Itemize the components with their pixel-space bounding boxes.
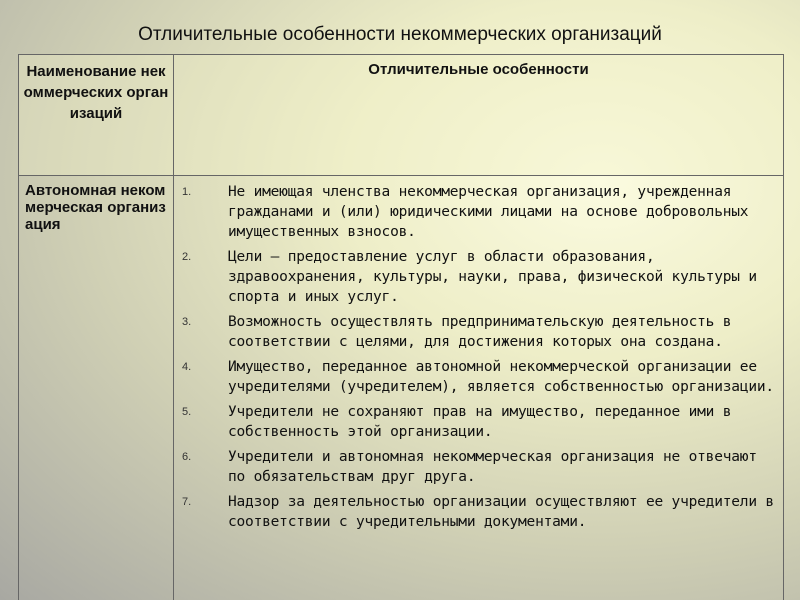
list-item	[182, 182, 775, 242]
header-name-label: Наименование некоммерческих организаций	[23, 63, 169, 122]
item-text: Надзор за деятельностью организации осуществляют ее учредители в соответствии с учредительными документами.	[228, 494, 774, 530]
features-list	[174, 176, 783, 532]
item-number: 2.	[182, 251, 192, 263]
item-number: 7.	[182, 496, 192, 508]
org-name-cell	[19, 176, 174, 600]
list-item	[182, 447, 775, 487]
list-item	[182, 312, 775, 352]
item-text: Цели – предоставление услуг в области образования, здравоохранения, культуры, науки, права, физической культуры и спорта и иных услуг.	[228, 249, 757, 305]
features-cell	[174, 176, 784, 600]
list-item	[182, 357, 775, 397]
table-header-row	[19, 55, 784, 176]
table-row	[19, 176, 784, 600]
list-item	[182, 492, 775, 532]
item-text: Учредители не сохраняют прав на имущество, переданное ими в собственность этой организации.	[228, 404, 732, 440]
item-text: Не имеющая членства некоммерческая организация, учрежденная гражданами и (или) юридическими лицами на основе добровольных имущественных взносов.	[228, 184, 749, 240]
features-table	[18, 54, 784, 600]
list-item	[182, 402, 775, 442]
item-number: 5.	[182, 406, 192, 418]
item-text: Учредители и автономная некоммерческая организация не отвечают по обязательствам друг друга.	[228, 449, 757, 485]
item-number: 4.	[182, 361, 192, 373]
header-features-label: Отличительные особенности	[368, 61, 589, 78]
header-features-cell	[174, 55, 784, 176]
header-name-cell	[19, 55, 174, 176]
org-name: Автономная некоммерческая организация	[25, 182, 166, 233]
item-number: 6.	[182, 451, 192, 463]
item-text: Имущество, переданное автономной некоммерческой организации ее учредителями (учредителем), является собственностью организации.	[228, 359, 774, 395]
slide-title: Отличительные особенности некоммерческих организаций	[138, 24, 662, 45]
item-text: Возможность осуществлять предпринимательскую деятельность в соответствии с целями, для достижения которых она создана.	[228, 314, 732, 350]
item-number: 1.	[182, 186, 192, 198]
list-item	[182, 247, 775, 307]
item-number: 3.	[182, 316, 192, 328]
